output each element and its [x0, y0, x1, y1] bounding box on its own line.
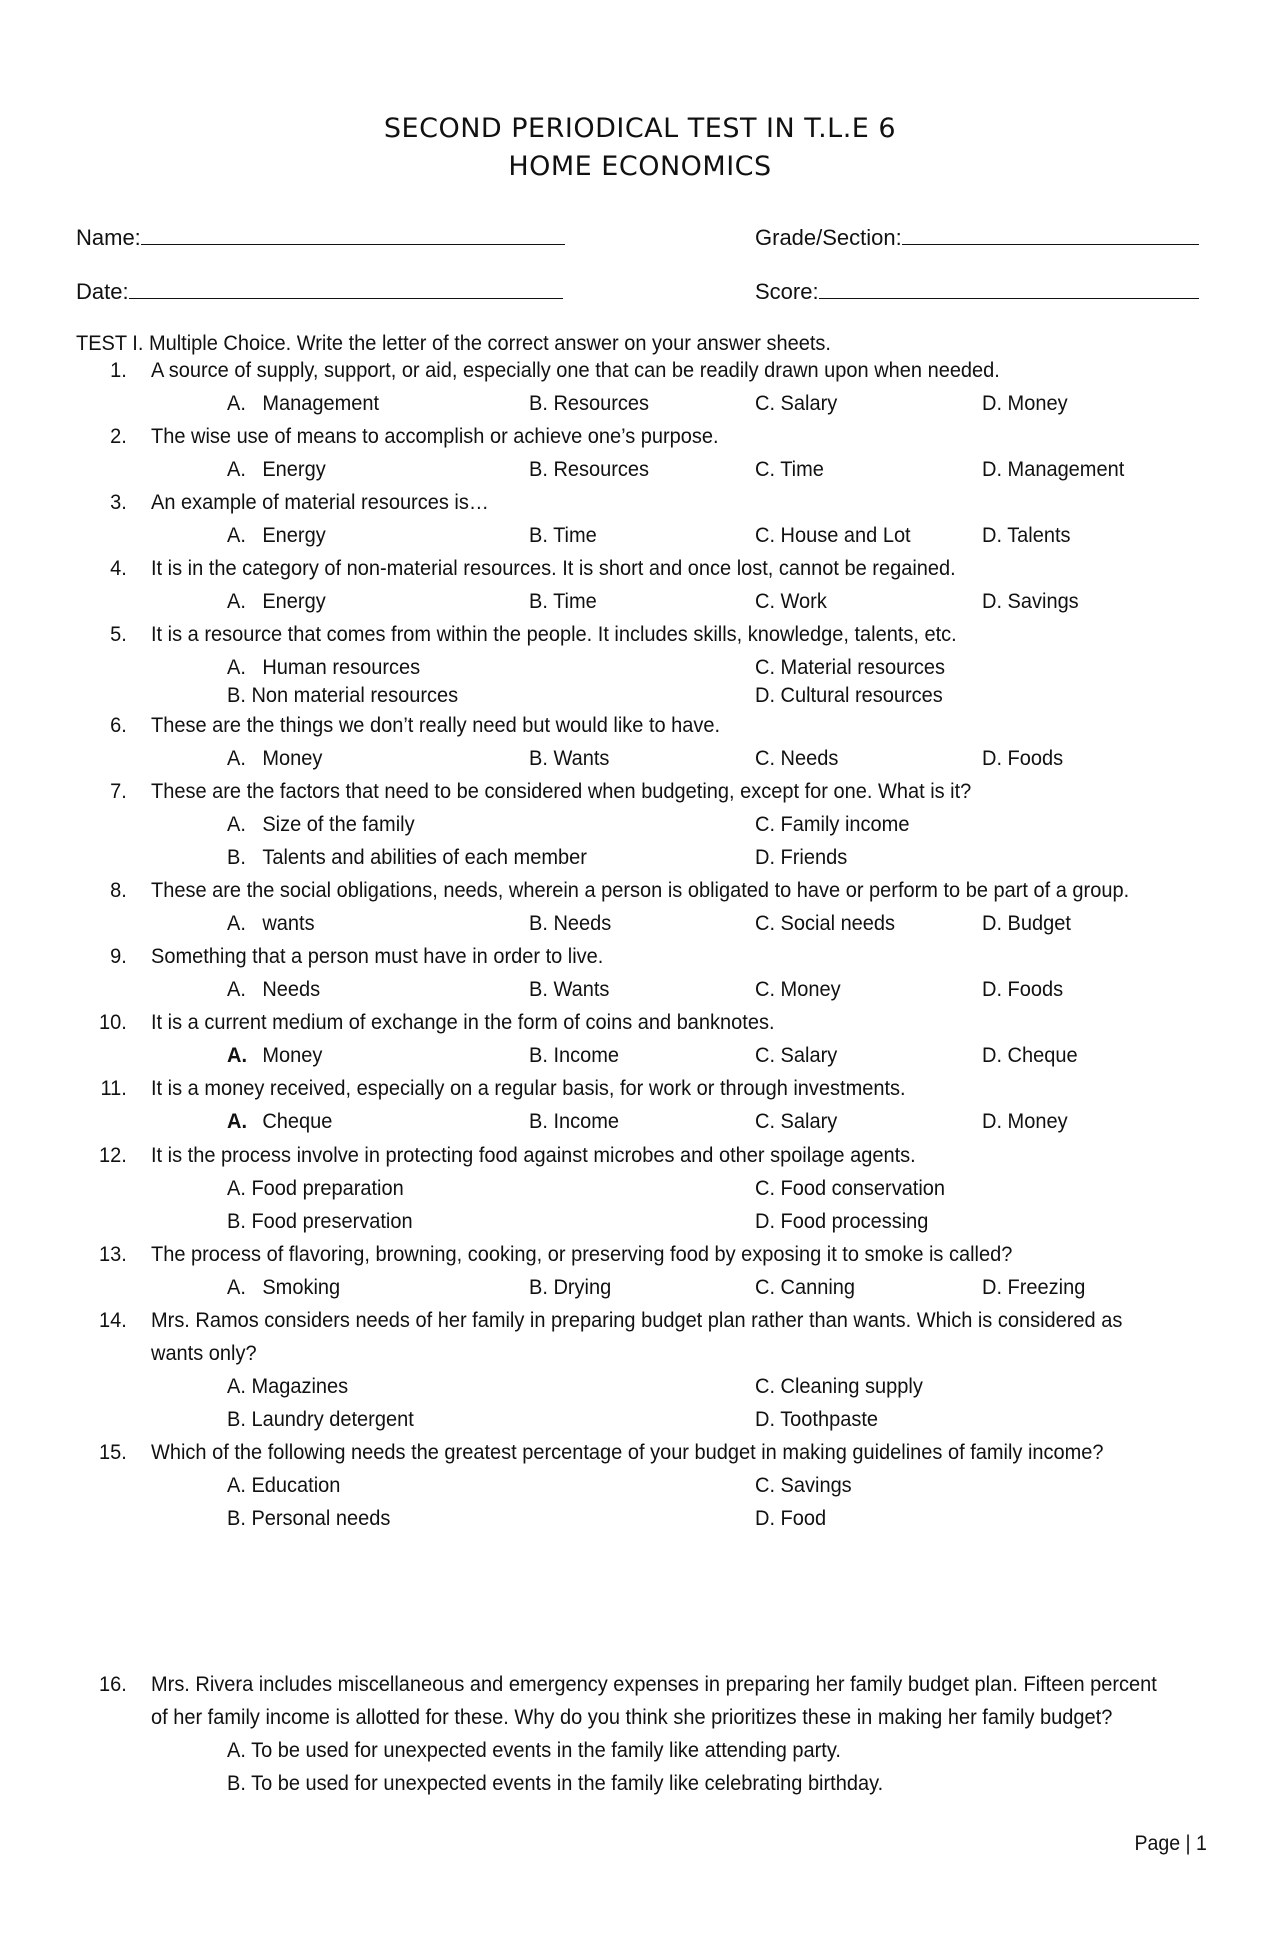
question-text: It is a money received, especially on a regular basis, for work or through investments. — [151, 1076, 906, 1100]
question-text: The process of flavoring, browning, cooking, or preserving food by exposing it to smoke is called? — [151, 1242, 1013, 1266]
option-text: Needs — [262, 977, 321, 1001]
question-text-continued: of her family income is allotted for these. Why do you think she prioritizes these in making her family budget? — [151, 1705, 1113, 1729]
question-number: 7. — [110, 779, 127, 803]
option-d: D. Money — [982, 1109, 1068, 1133]
option-c: C. Work — [755, 589, 827, 613]
question-text: It is a resource that comes from within the people. It includes skills, knowledge, talents, etc. — [151, 622, 957, 646]
option-a — [227, 391, 379, 416]
question-text: It is the process involve in protecting food against microbes and other spoilage agents. — [151, 1143, 916, 1167]
question-text-continued: wants only? — [151, 1341, 257, 1365]
option-d: D. Management — [982, 457, 1125, 481]
option-d: D. Toothpaste — [755, 1407, 879, 1431]
option-letter: A. — [227, 911, 246, 935]
option-letter: A. — [227, 1275, 246, 1299]
option-d: D. Cheque — [982, 1043, 1078, 1067]
option-text: Human resources — [262, 655, 421, 679]
question-number: 15. — [98, 1440, 127, 1464]
option-c: C. Needs — [755, 746, 839, 770]
grade-section-label: Grade/Section: — [755, 225, 902, 250]
question-text: These are the things we don’t really need but would like to have. — [151, 713, 721, 737]
score-label: Score: — [755, 279, 819, 304]
option-d: D. Talents — [982, 523, 1071, 547]
option-letter: A. — [227, 977, 246, 1001]
option-c: C. Cleaning supply — [755, 1374, 923, 1398]
question-text: The wise use of means to accomplish or achieve one’s purpose. — [151, 424, 719, 448]
option-b: B. Income — [529, 1043, 620, 1067]
score-blank[interactable] — [819, 276, 1199, 299]
question-number: 6. — [110, 713, 127, 737]
option-text: Size of the family — [262, 812, 415, 836]
question-number: 4. — [110, 556, 127, 580]
question-number: 10. — [98, 1010, 127, 1034]
question-text: An example of material resources is… — [151, 490, 489, 514]
option-d: D. Friends — [755, 845, 848, 869]
option-b: B. Income — [529, 1109, 620, 1133]
option-text: Smoking — [262, 1275, 341, 1299]
question-text: These are the social obligations, needs, wherein a person is obligated to have or perform to be part of a group. — [151, 878, 1130, 902]
question-text: A source of supply, support, or aid, especially one that can be readily drawn upon when needed. — [151, 358, 1000, 382]
option-d: D. Foods — [982, 977, 1064, 1001]
date-blank[interactable] — [129, 276, 563, 299]
option-d: D. Food processing — [755, 1209, 929, 1233]
question-number: 2. — [110, 424, 127, 448]
question-text: Which of the following needs the greatest percentage of your budget in making guidelines of family income? — [151, 1440, 1104, 1464]
name-label: Name: — [76, 225, 141, 250]
option-b: B. Wants — [529, 746, 610, 770]
option-text: Energy — [262, 457, 326, 481]
option-a — [227, 746, 322, 771]
option-letter: A. — [227, 589, 246, 613]
grade-section-blank[interactable] — [902, 222, 1199, 245]
question-text: Something that a person must have in order to live. — [151, 944, 604, 968]
option-c: C. Canning — [755, 1275, 856, 1299]
option-c: C. Salary — [755, 391, 838, 415]
option-b: B. Laundry detergent — [227, 1407, 414, 1431]
question-text: Mrs. Rivera includes miscellaneous and emergency expenses in preparing her family budget plan. Fifteen percent — [151, 1672, 1157, 1696]
date-field[interactable] — [76, 276, 563, 305]
option-text: Energy — [262, 523, 326, 547]
option-c: C. Salary — [755, 1043, 838, 1067]
option-b: B. Time — [529, 589, 597, 613]
option-c: C. Social needs — [755, 911, 896, 935]
option-letter: A. — [227, 523, 246, 547]
option-a — [227, 655, 420, 680]
option-c: C. Food conservation — [755, 1176, 946, 1200]
option-letter: A. — [227, 1109, 247, 1133]
option-d: D. Food — [755, 1506, 827, 1530]
question-number: 5. — [110, 622, 127, 646]
option-text: Money — [262, 746, 323, 770]
option-b: B. Wants — [529, 977, 610, 1001]
date-label: Date: — [76, 279, 129, 304]
option-c: C. House and Lot — [755, 523, 911, 547]
option-letter: A. — [227, 391, 246, 415]
option-a — [227, 589, 326, 614]
option-a: A. Food preparation — [227, 1176, 404, 1200]
option-a — [227, 1109, 332, 1134]
question-text: These are the factors that need to be considered when budgeting, except for one. What is it? — [151, 779, 972, 803]
option-a — [227, 1043, 322, 1068]
option-a — [227, 977, 320, 1002]
option-letter: A. — [227, 1043, 247, 1067]
grade-section-field[interactable] — [755, 222, 1199, 251]
question-number: 14. — [98, 1308, 127, 1332]
option-a — [227, 523, 326, 548]
option-a — [227, 911, 315, 936]
option-text: wants — [262, 911, 315, 935]
option-a: A. To be used for unexpected events in the family like attending party. — [227, 1738, 841, 1762]
question-number: 9. — [110, 944, 127, 968]
option-letter: A. — [227, 655, 246, 679]
question-number: 16. — [98, 1672, 127, 1696]
option-text: Management — [262, 391, 380, 415]
option-b: B. Needs — [529, 911, 612, 935]
option-d: D. Savings — [982, 589, 1079, 613]
question-number: 11. — [100, 1076, 127, 1100]
score-field[interactable] — [755, 276, 1199, 305]
question-text: It is in the category of non-material resources. It is short and once lost, cannot be regained. — [151, 556, 956, 580]
option-letter: A. — [227, 746, 246, 770]
option-a — [227, 812, 415, 837]
option-letter: A. — [227, 812, 246, 836]
option-d: D. Freezing — [982, 1275, 1086, 1299]
option-c: C. Material resources — [755, 655, 946, 679]
option-b: B. Food preservation — [227, 1209, 413, 1233]
option-b: B. Resources — [529, 457, 650, 481]
option-text: Energy — [262, 589, 326, 613]
option-c: C. Money — [755, 977, 841, 1001]
option-d: D. Foods — [982, 746, 1064, 770]
option-a: A. Education — [227, 1473, 341, 1497]
option-a: A. Magazines — [227, 1374, 349, 1398]
test-title: SECOND PERIODICAL TEST IN T.L.E 6 — [383, 113, 897, 144]
option-a — [227, 457, 326, 482]
option-text: Cheque — [262, 1109, 333, 1133]
question-number: 13. — [98, 1242, 127, 1266]
option-c: C. Family income — [755, 812, 910, 836]
option-letter: A. — [227, 457, 246, 481]
option-c: C. Time — [755, 457, 824, 481]
option-text: Money — [262, 1043, 323, 1067]
name-blank[interactable] — [141, 222, 565, 245]
option-b: B. Non material resources — [227, 683, 459, 707]
page-number: Page | 1 — [1134, 1832, 1207, 1855]
option-a — [227, 1275, 340, 1300]
question-text: It is a current medium of exchange in the form of coins and banknotes. — [151, 1010, 775, 1034]
option-letter: B. — [227, 845, 246, 869]
option-d: D. Cultural resources — [755, 683, 943, 707]
question-number: 1. — [110, 358, 127, 382]
test-instructions: TEST I. Multiple Choice. Write the letter of the correct answer on your answer sheets. — [76, 331, 831, 355]
option-d: D. Money — [982, 391, 1068, 415]
question-text: Mrs. Ramos considers needs of her family in preparing budget plan rather than wants. Which is considered as — [151, 1308, 1123, 1332]
question-number: 12. — [98, 1143, 127, 1167]
option-b: B. Resources — [529, 391, 650, 415]
question-number: 3. — [110, 490, 127, 514]
option-text: Talents and abilities of each member — [262, 845, 587, 869]
option-b: B. Drying — [529, 1275, 612, 1299]
option-b — [227, 845, 587, 870]
option-b: B. Time — [529, 523, 597, 547]
question-number: 8. — [110, 878, 127, 902]
option-d: D. Budget — [982, 911, 1071, 935]
test-subtitle: HOME ECONOMICS — [508, 151, 772, 182]
option-c: C. Savings — [755, 1473, 852, 1497]
option-b: B. Personal needs — [227, 1506, 391, 1530]
option-b: B. To be used for unexpected events in the family like celebrating birthday. — [227, 1771, 884, 1795]
option-c: C. Salary — [755, 1109, 838, 1133]
name-field[interactable] — [76, 222, 565, 251]
